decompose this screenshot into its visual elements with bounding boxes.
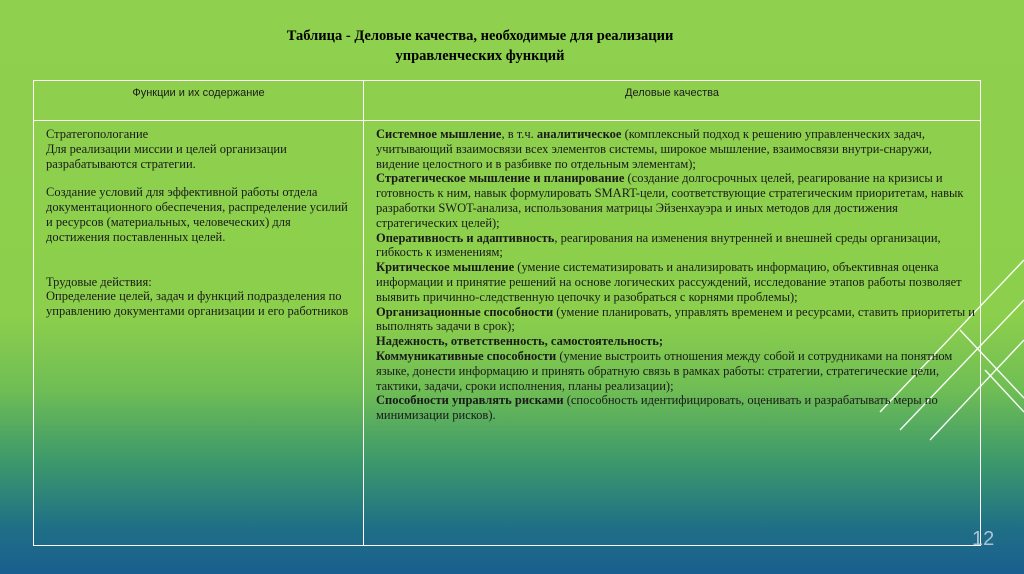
header-qualities: Деловые качества — [625, 87, 719, 99]
page-title — [200, 26, 760, 66]
title-line-2: управленческих функций — [395, 48, 565, 64]
quality-item: Способности управлять рисками (способность идентифицировать, оценивать и разрабатывать меры по минимизации рисков). — [376, 393, 938, 423]
page-number: 12 — [972, 528, 995, 550]
qualities-cell — [376, 127, 976, 423]
quality-item: Надежность, ответственность, самостоятельность; — [376, 334, 663, 349]
quality-item: Организационные способности (умение планировать, управлять временем и ресурсами, ставить приоритеты и выполнять задачи в срок); — [376, 304, 975, 334]
qualities-table — [33, 80, 981, 546]
title-line-1: Таблица - Деловые качества, необходимые для реализации — [286, 28, 674, 44]
labor-actions-text: Определение целей, задач и функций подразделения по управлению документами организации и его работников — [46, 289, 349, 319]
column-divider — [363, 81, 364, 545]
quality-item: Стратегическое мышление и планирование (создание долгосрочных целей, реагирование на кризисы и готовность к ним, навык формулировать SMART-цели, соответствующие стратегическим приоритетам, навык разработки SWOT-анализа, использования матрицы Эйзенхауэра и иных методов для достижения стратегических целей); — [376, 171, 964, 230]
header-functions: Функции и их содержание — [132, 87, 265, 99]
quality-item: Оперативность и адаптивность, реагирования на изменения внутренней и внешней среды организации, гибкость к изменениям; — [376, 230, 941, 260]
functions-heading: Стратегопологание — [46, 127, 149, 141]
functions-paragraph-1: Для реализации миссии и целей организации разрабатываются стратегии. — [46, 141, 287, 171]
functions-paragraph-2: Создание условий для эффективной работы отдела документационного обеспечения, распределение усилий и ресурсов (материальных, человеческих) для достижения поставленных целей. — [46, 185, 348, 244]
quality-item: Критическое мышление (умение систематизировать и анализировать информацию, объективная оценка информации и принятие решений на основе логических рассуждений, исследование этапов работы позволяет выявить причинно-следственную цепочку и разобраться с корнями проблемы); — [376, 260, 962, 304]
quality-item: Системное мышление, в т.ч. аналитическое (комплексный подход к решению управленческих задач, учитывающий взаимосвязи всех элементов системы, широкое мышление, взаимосвязи внутри-снаружи, видение целостного и в разбивке по отдельным элементам); — [376, 127, 932, 171]
labor-actions-heading: Трудовые действия: — [46, 274, 152, 289]
quality-item: Коммуникативные способности (умение выстроить отношения между собой и сотрудниками на понятном языке, донести информацию и принять обратную связь в рамках работы: стратегии, стратегические цели, тактики, задачи, сроки исполнения, планы реализации); — [376, 348, 953, 393]
functions-cell — [46, 127, 356, 319]
table-header-row — [34, 81, 980, 121]
